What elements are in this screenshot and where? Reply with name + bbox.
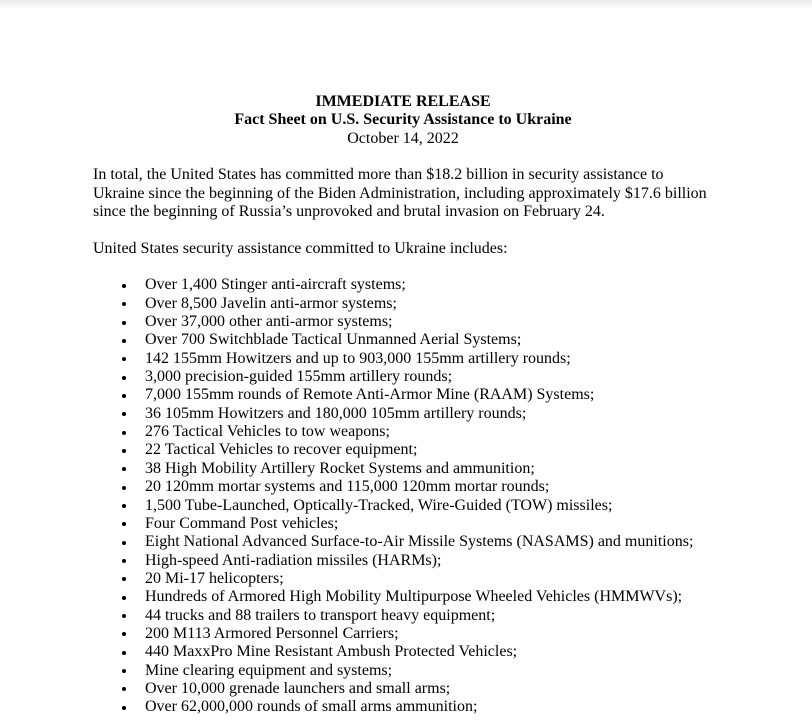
assistance-item-list <box>93 276 713 716</box>
list-item: Over 37,000 other anti-armor systems; <box>145 313 713 331</box>
list-item: Over 8,500 Javelin anti-armor systems; <box>145 295 713 313</box>
list-item: 36 105mm Howitzers and 180,000 105mm artillery rounds; <box>145 405 713 423</box>
list-item: 200 M113 Armored Personnel Carriers; <box>145 625 713 643</box>
list-item: Hundreds of Armored High Mobility Multipurpose Wheeled Vehicles (HMMWVs); <box>145 588 713 606</box>
list-item: 22 Tactical Vehicles to recover equipment; <box>145 441 713 459</box>
list-item: Eight National Advanced Surface-to-Air Missile Systems (NASAMS) and munitions; <box>145 533 713 551</box>
list-item: 276 Tactical Vehicles to tow weapons; <box>145 423 713 441</box>
list-item: 3,000 precision-guided 155mm artillery rounds; <box>145 368 713 386</box>
list-item: High-speed Anti-radiation missiles (HARMs); <box>145 552 713 570</box>
intro-line: Ukraine since the beginning of the Biden Administration, including approximately $17.6 billion <box>93 184 707 202</box>
list-item: 20 Mi-17 helicopters; <box>145 570 713 588</box>
list-item: 38 High Mobility Artillery Rocket Systems and ammunition; <box>145 460 713 478</box>
list-item: Over 700 Switchblade Tactical Unmanned Aerial Systems; <box>145 331 713 349</box>
list-item: 142 155mm Howitzers and up to 903,000 155mm artillery rounds; <box>145 350 713 368</box>
list-item: Over 62,000,000 rounds of small arms ammunition; <box>145 698 713 716</box>
list-item: 440 MaxxPro Mine Resistant Ambush Protected Vehicles; <box>145 643 713 661</box>
list-item: Four Command Post vehicles; <box>145 515 713 533</box>
intro-line: since the beginning of Russia’s unprovoked and brutal invasion on February 24. <box>93 203 605 221</box>
list-item: 44 trucks and 88 trailers to transport heavy equipment; <box>145 607 713 625</box>
intro-line: In total, the United States has committed more than $18.2 billion in security assistance to <box>93 166 664 184</box>
list-item: 1,500 Tube-Launched, Optically-Tracked, Wire-Guided (TOW) missiles; <box>145 497 713 515</box>
release-label: IMMEDIATE RELEASE <box>315 93 491 110</box>
list-item: 7,000 155mm rounds of Remote Anti-Armor Mine (RAAM) Systems; <box>145 386 713 404</box>
document-title: Fact Sheet on U.S. Security Assistance to Ukraine <box>234 111 572 129</box>
document-date: October 14, 2022 <box>347 129 459 147</box>
document-header <box>93 93 713 148</box>
list-intro: United States security assistance committed to Ukraine includes: <box>93 239 508 257</box>
intro-paragraph <box>93 166 713 221</box>
list-item: Mine clearing equipment and systems; <box>145 662 713 680</box>
list-item: 20 120mm mortar systems and 115,000 120mm mortar rounds; <box>145 478 713 496</box>
list-item: Over 1,400 Stinger anti-aircraft systems; <box>145 276 713 294</box>
list-item: Over 10,000 grenade launchers and small arms; <box>145 680 713 698</box>
